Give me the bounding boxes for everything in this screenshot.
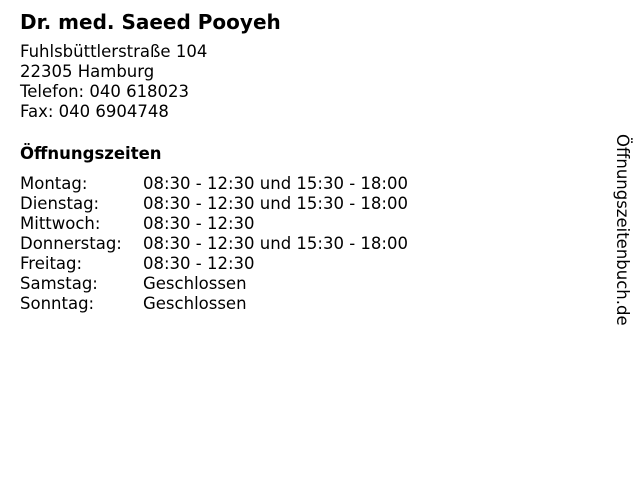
opening-hours-title: Öffnungszeiten bbox=[20, 144, 162, 163]
time-value: 08:30 - 12:30 bbox=[143, 254, 255, 273]
fax-number: Fax: 040 6904748 bbox=[20, 102, 169, 121]
day-label: Dienstag: bbox=[20, 194, 100, 213]
time-value: 08:30 - 12:30 und 15:30 - 18:00 bbox=[143, 174, 408, 193]
day-label: Mittwoch: bbox=[20, 214, 101, 233]
time-value: 08:30 - 12:30 bbox=[143, 214, 255, 233]
day-label: Montag: bbox=[20, 174, 88, 193]
hours-row-monday bbox=[20, 174, 600, 194]
hours-row-sunday bbox=[20, 294, 600, 314]
opening-hours-table bbox=[20, 174, 600, 314]
brand-watermark: Öffnungszeitenbuch.de bbox=[613, 134, 632, 326]
time-value: Geschlossen bbox=[143, 274, 247, 293]
day-label: Donnerstag: bbox=[20, 234, 122, 253]
address-block bbox=[20, 42, 600, 122]
time-value: 08:30 - 12:30 und 15:30 - 18:00 bbox=[143, 234, 408, 253]
hours-row-thursday bbox=[20, 234, 600, 254]
address-street: Fuhlsbüttlerstraße 104 bbox=[20, 42, 208, 61]
day-label: Sonntag: bbox=[20, 294, 95, 313]
day-label: Freitag: bbox=[20, 254, 83, 273]
hours-row-saturday bbox=[20, 274, 600, 294]
practice-name: Dr. med. Saeed Pooyeh bbox=[20, 10, 281, 34]
phone-number: Telefon: 040 618023 bbox=[20, 82, 190, 101]
hours-row-tuesday bbox=[20, 194, 600, 214]
time-value: 08:30 - 12:30 und 15:30 - 18:00 bbox=[143, 194, 408, 213]
hours-row-wednesday bbox=[20, 214, 600, 234]
hours-row-friday bbox=[20, 254, 600, 274]
day-label: Samstag: bbox=[20, 274, 98, 293]
address-city: 22305 Hamburg bbox=[20, 62, 155, 81]
time-value: Geschlossen bbox=[143, 294, 247, 313]
practice-card bbox=[20, 10, 600, 314]
